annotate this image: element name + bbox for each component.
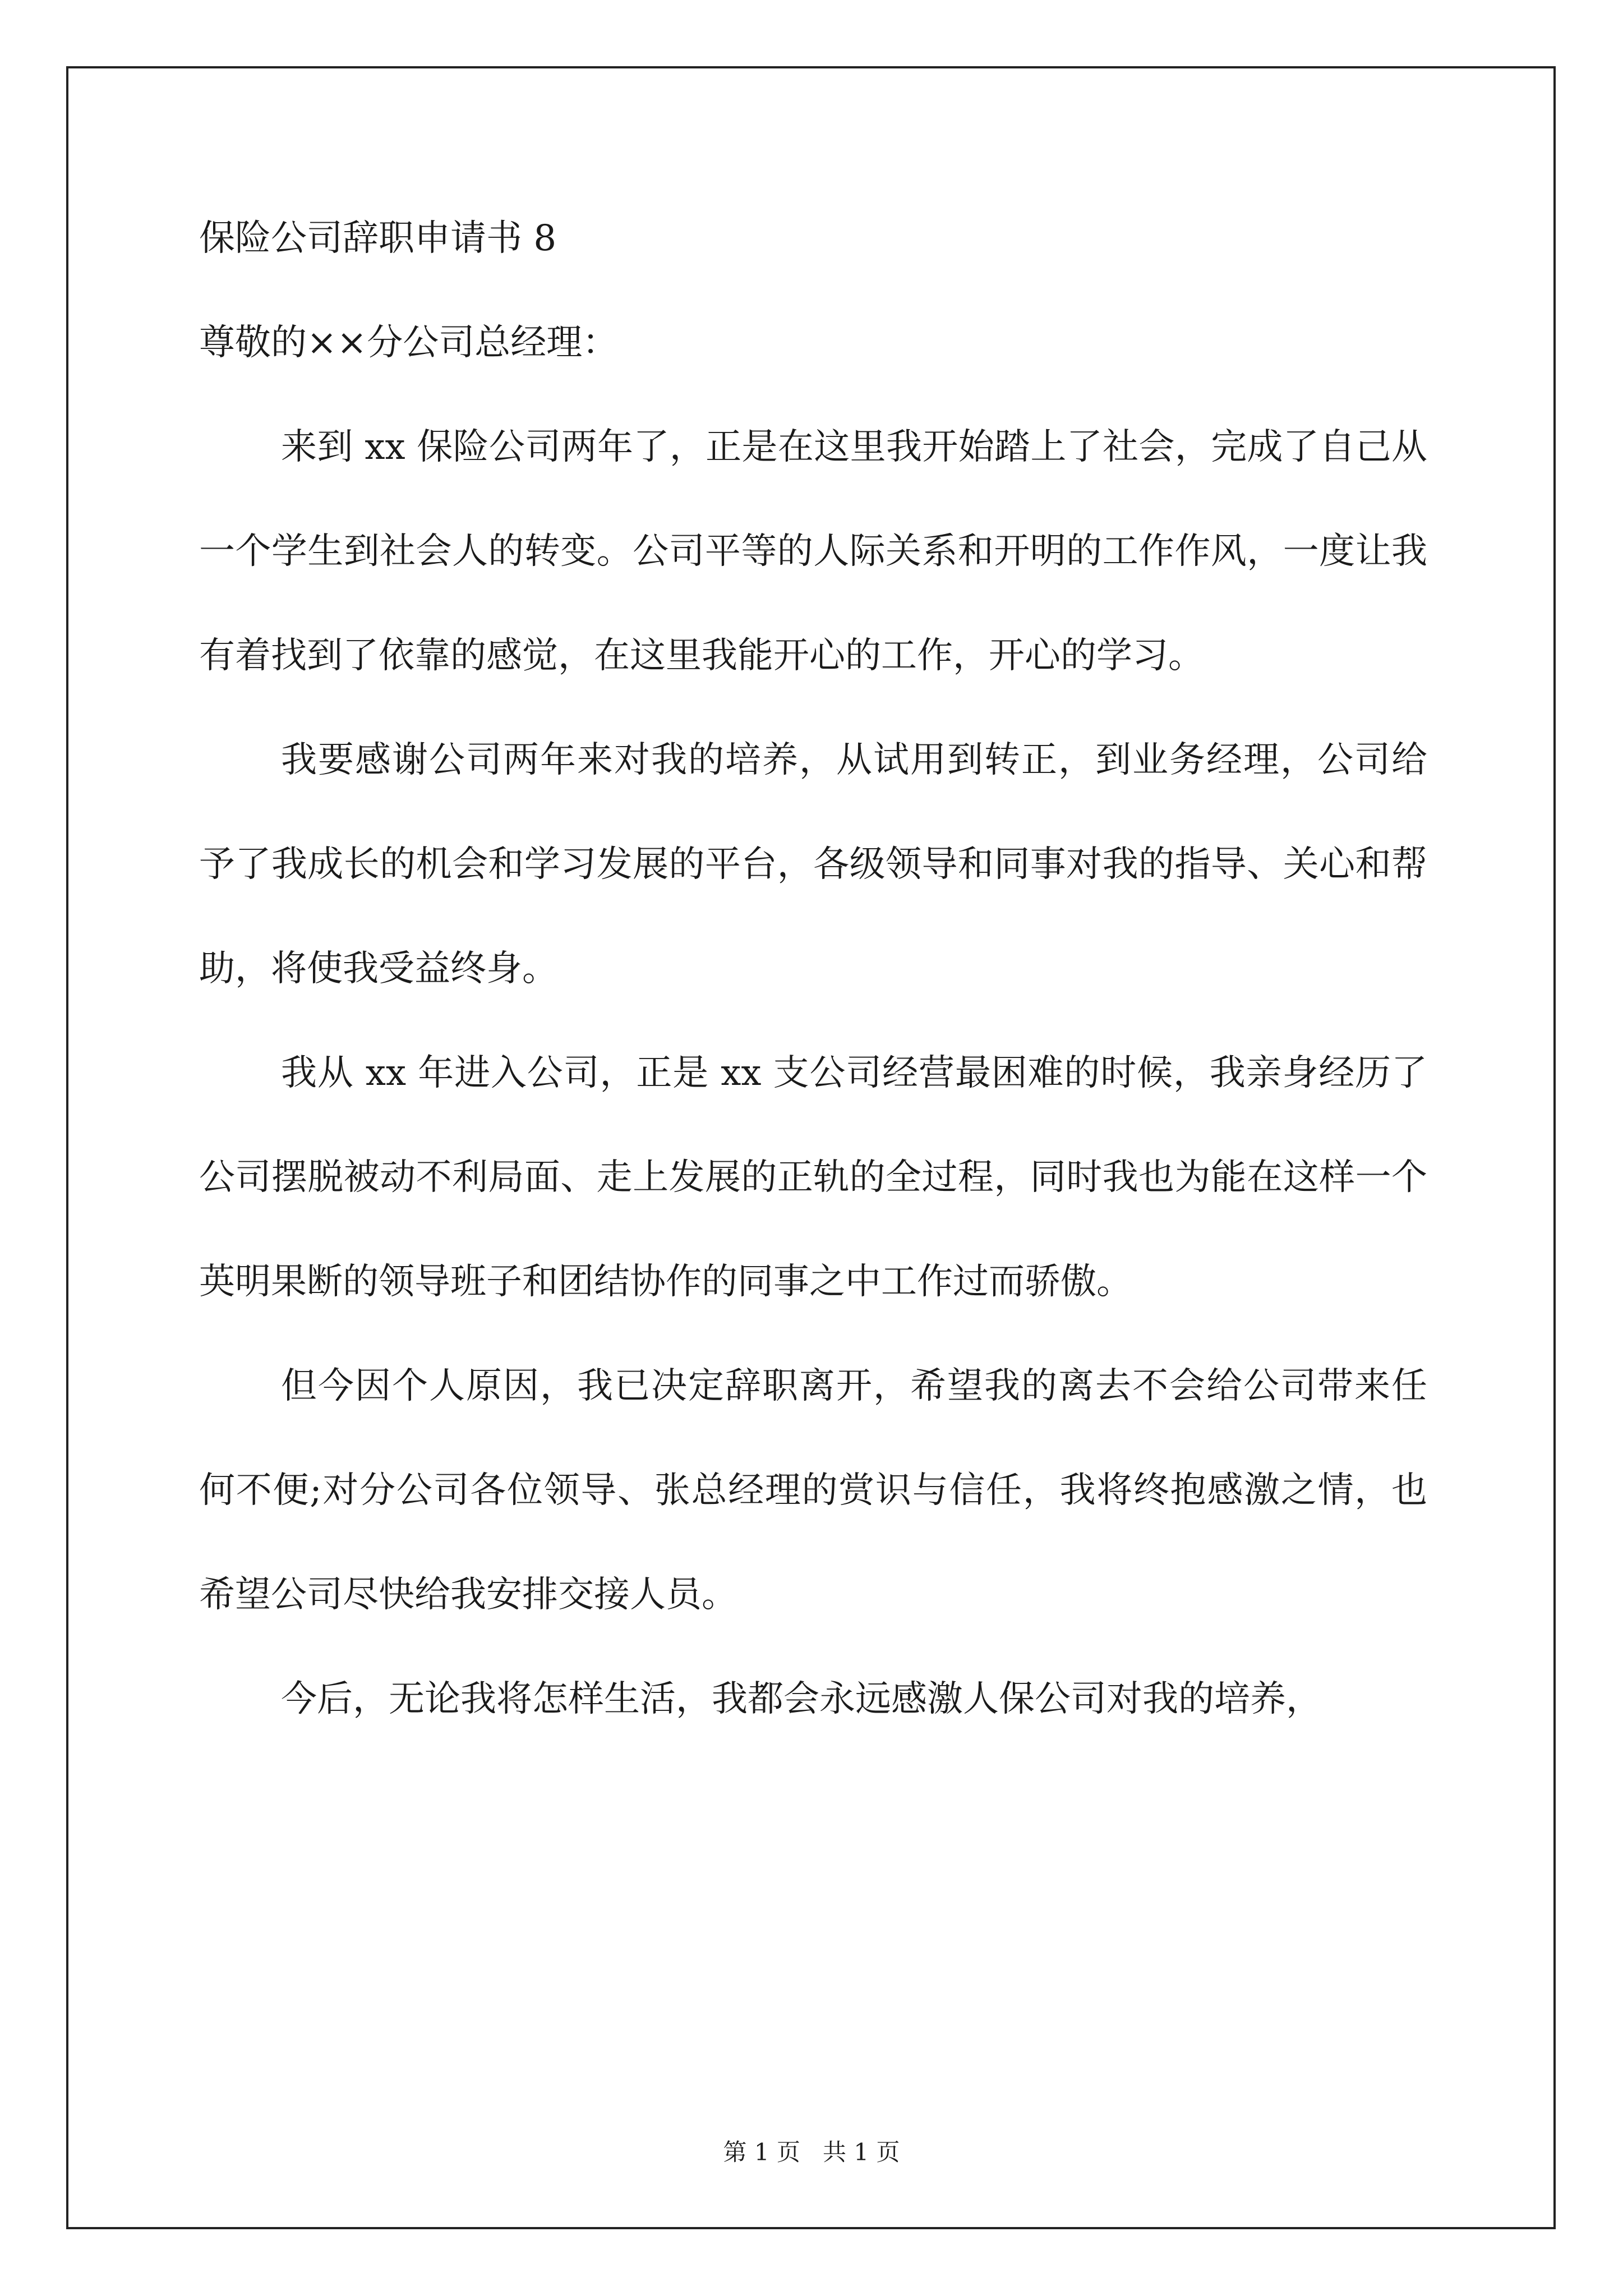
page-footer: 第 1 页 共 1 页 bbox=[723, 2138, 900, 2166]
paragraph-3: 我从 xx 年进入公司，正是 xx 支公司经营最困难的时候，我亲身经历了公司摆脱被动不利局面、走上发展的正轨的全过程，同时我也为能在这样一个英明果断的领导班子和团结协作的同事之中工作过而骄傲。 bbox=[199, 1052, 1427, 1303]
document-title: 保险公司辞职申请书 8 bbox=[199, 218, 557, 259]
document-body bbox=[199, 219, 1427, 1751]
paragraph-2: 我要感谢公司两年来对我的培养，从试用到转正，到业务经理，公司给予了我成长的机会和学习发展的平台，各级领导和同事对我的指导、关心和帮助，将使我受益终身。 bbox=[199, 739, 1427, 990]
paragraph-4: 但今因个人原因，我已决定辞职离开，希望我的离去不会给公司带来任何不便;对分公司各位领导、张总经理的赏识与信任，我将终抱感激之情，也希望公司尽快给我安排交接人员。 bbox=[199, 1365, 1427, 1616]
paragraph-5: 今后，无论我将怎样生活，我都会永远感激人保公司对我的培养， bbox=[281, 1678, 1322, 1720]
paragraph-1: 来到 xx 保险公司两年了，正是在这里我开始踏上了社会，完成了自己从一个学生到社会人的转变。公司平等的人际关系和开明的工作作风，一度让我有着找到了依靠的感觉，在这里我能开心的工作，开心的学习。 bbox=[199, 426, 1427, 677]
salutation: 尊敬的××分公司总经理： bbox=[199, 322, 619, 364]
